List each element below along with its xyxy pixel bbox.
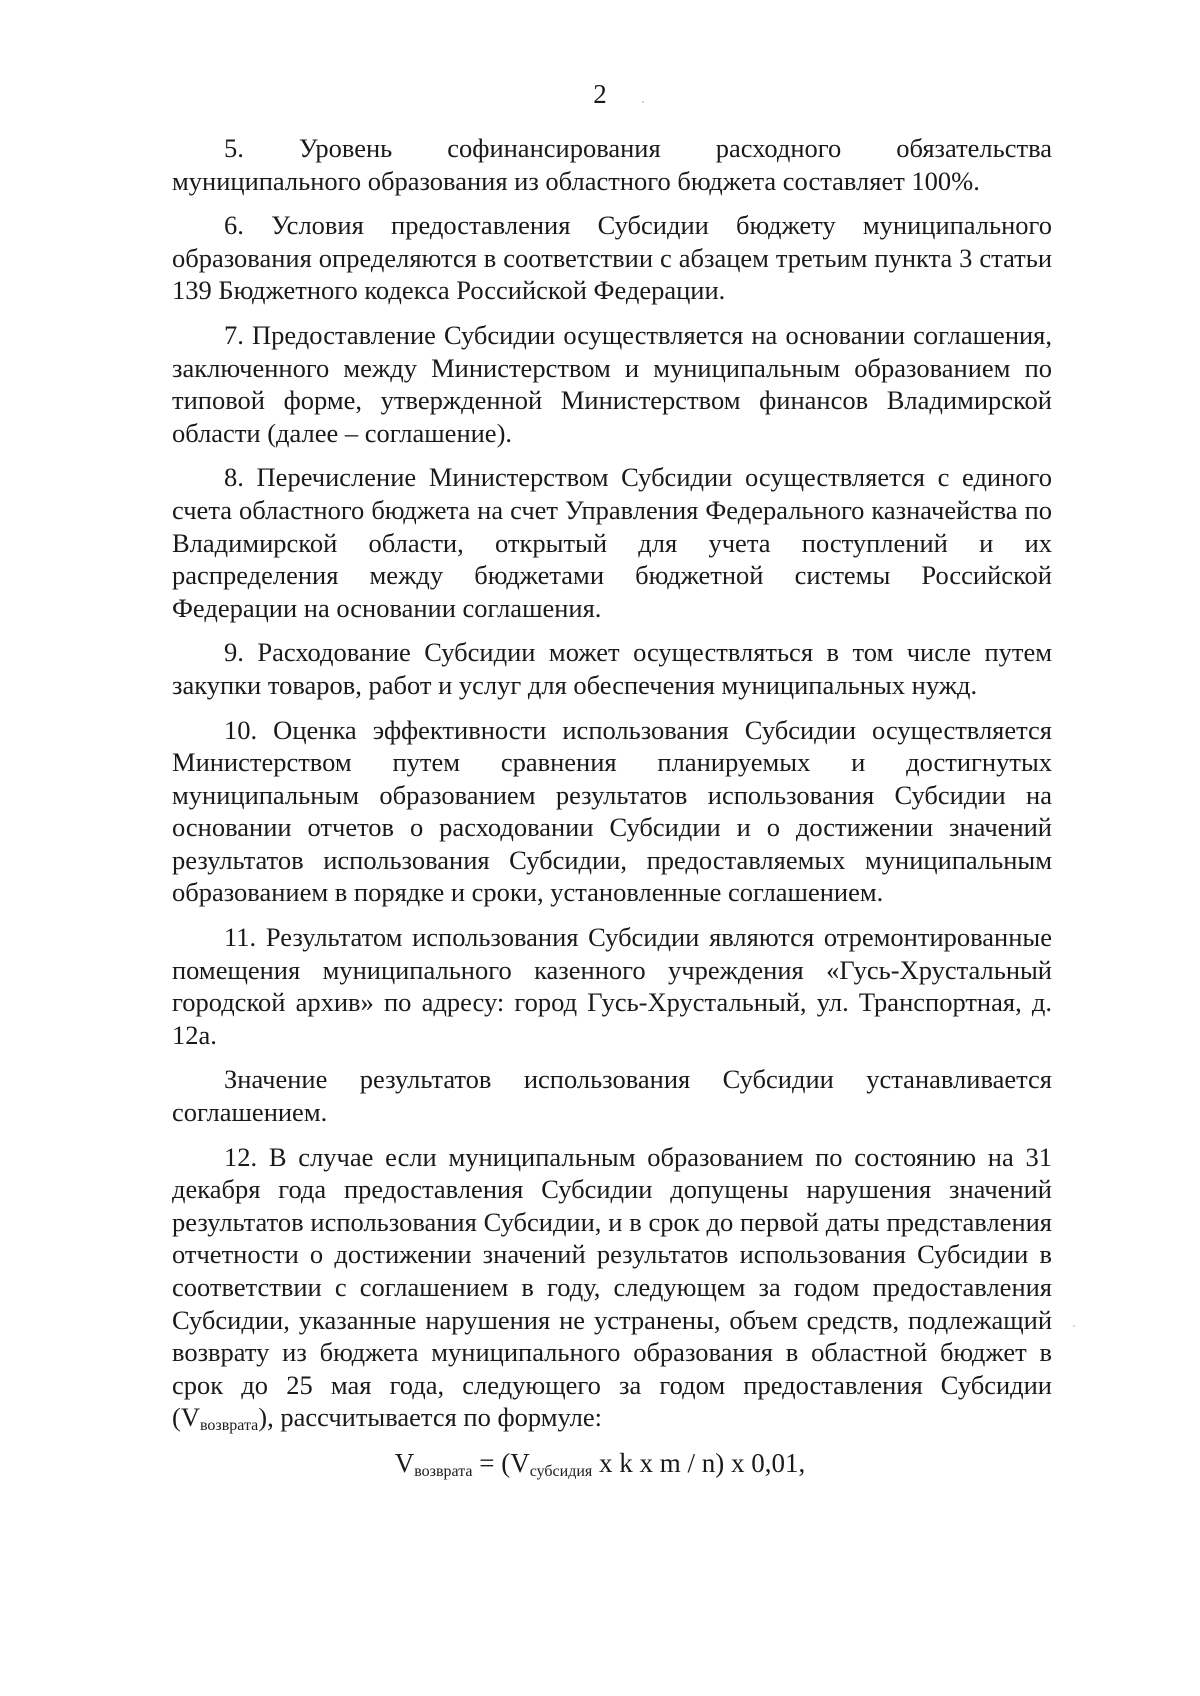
formula-lhs-subscript: возврата [414, 1463, 473, 1480]
paragraph-11: 11. Результатом использования Субсидии являются отремонтированные помещения муниципального казенного учреждения «Гусь-Хрустальный городской архив» по адресу: город Гусь-Хрустальный, ул. Транспортная, д. 12а. [172, 922, 1052, 1050]
paragraph-12 [172, 1141, 1052, 1434]
paragraph-9: 9. Расходование Субсидии может осуществляться в том числе путем закупки товаров, работ и услуг для обеспечения муниципальных нужд. [172, 637, 1052, 700]
paragraph-12-tail: ), рассчитывается по формуле: [258, 1402, 602, 1433]
scan-speck [1073, 1325, 1075, 1327]
page-number: 2 [593, 79, 607, 109]
paragraph-10: 10. Оценка эффективности использования Субсидии осуществляется Министерством путем сравнения планируемых и достигнутых муниципальным образованием результатов использования Субсидии на основании отчетов о расходовании Субсидии и о достижении значений результатов использования Субсидии, предоставляемых муниципальным образованием в порядке и сроки, установленные соглашением. [172, 714, 1052, 908]
scan-speck [642, 101, 644, 103]
paragraph-7: 7. Предоставление Субсидии осуществляется на основании соглашения, заключенного между Министерством и муниципальным образованием по типовой форме, утвержденной Министерством финансов Владимирской области (далее – соглашение). [172, 319, 1052, 448]
paragraph-6: 6. Условия предоставления Субсидии бюджету муниципального образования определяются в соответствии с абзацем третьим пункта 3 статьи 139 Бюджетного кодекса Российской Федерации. [172, 210, 1052, 306]
formula-rhs-subscript: субсидия [529, 1463, 593, 1480]
paragraph-5: 5. Уровень софинансирования расходного обязательства муниципального образования из областного бюджета составляет 100%. [172, 133, 1052, 196]
paragraph-11-value: Значение результатов использования Субсидии устанавливается соглашением. [172, 1064, 1052, 1128]
formula-rest: x k x m / n) x 0,01, [592, 1448, 806, 1478]
formula-lhs-var: V [394, 1448, 415, 1478]
formula-equals: = (V [472, 1448, 530, 1478]
paragraph-8: 8. Перечисление Министерством Субсидии осуществляется с единого счета областного бюджета на счет Управления Федерального казначейства по Владимирской области, открытый для учета поступлений и их распределения между бюджетами бюджетной системы Российской Федерации на основании соглашения. [172, 462, 1052, 623]
paragraph-12-text: 12. В случае если муниципальным образованием по состоянию на 31 декабря года предоставления Субсидии допущены нарушения значений результатов использования Субсидии, и в срок до первой даты представления отчетности о достижении значений результатов использования Субсидии в соответствии с соглашением в году, следующем за годом предоставления Субсидии, указанные нарушения не устранены, объем средств, подлежащий возврату из бюджета муниципального образования в областной бюджет в срок до 25 мая года, следующего за годом предоставления Субсидии (V [172, 1141, 1052, 1433]
paragraph-12-subscript: возврата [199, 1417, 259, 1435]
return-formula [0, 1446, 1200, 1480]
document-body [172, 132, 1052, 1446]
